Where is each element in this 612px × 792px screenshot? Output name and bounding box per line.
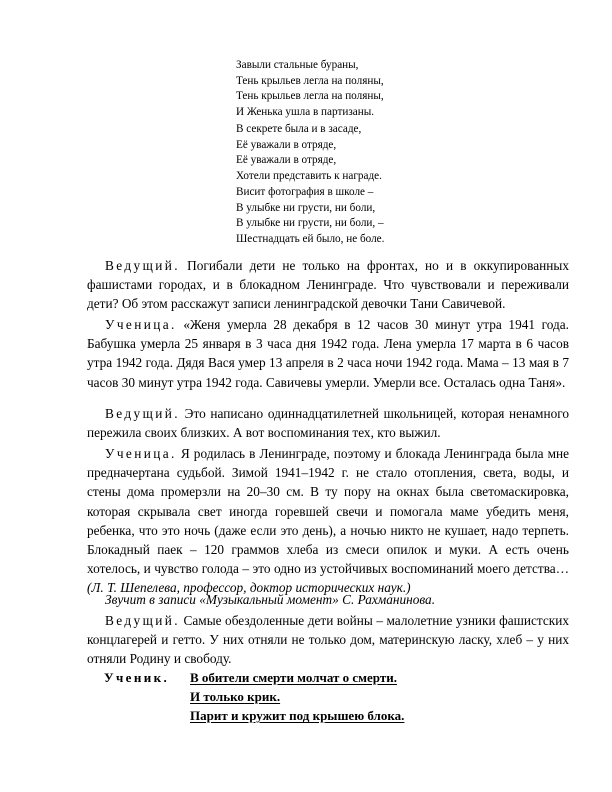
poem-line: Тень крыльев легла на поляны, <box>236 74 384 87</box>
poem-line: Висит фотография в школе – <box>236 186 374 198</box>
paragraph-host-3 <box>87 611 569 669</box>
poem-line: И Женька ушла в партизаны. <box>236 105 375 118</box>
paragraph-host-2 <box>87 404 569 442</box>
poem-line: В улыбке ни грусти, ни боли, – <box>236 217 384 230</box>
paragraph-student-1 <box>87 315 569 392</box>
poem-stanza <box>236 58 384 120</box>
speaker-label: Ведущий. <box>105 406 181 421</box>
verse-line: И только крик. <box>190 689 281 704</box>
speaker-label: Ученица. <box>105 317 177 332</box>
speaker-label: Ведущий. <box>105 613 181 628</box>
speaker-label: Ученик. <box>104 670 170 685</box>
poem-line: Тень крыльев легла на поляны, <box>236 90 384 103</box>
paragraph-student-2 <box>87 444 569 598</box>
music-note <box>87 590 569 609</box>
poem-line: Завыли стальные бураны, <box>236 59 359 71</box>
paragraph-text: Я родилась в Ленинграде, поэтому и блокада Ленинграда была мне предначертана судьбой. Зимой 1941–1942 г. не стало отопления, света, воды, и стены дома промерзли на 20–30 см. В ту пору на окнах была светомаскировка, которая скрывала свет иногда горевшей свечи и помогала маме убедить меня, ребенка, что это ночь (даже если это день), а ночью никто не кушает, надо терпеть. Блокадный паек – 120 граммов хлеба из смеси опилок и муки. А есть очень хотелось, и чувство голода – это одно из устойчивых воспоминаний моего детства… <box>87 446 569 577</box>
paragraph-text: Самые обездоленные дети войны – малолетние узники фашистских концлагерей и гетто. У них отняли не только дом, материнскую ласку, хлеб – у них отняли Родину и свободу. <box>87 613 569 667</box>
poem-line: Хотели представить к награде. <box>236 169 382 182</box>
final-lines <box>190 668 404 725</box>
paragraph-host-1 <box>87 256 569 314</box>
paragraph-text: «Женя умерла 28 декабря в 12 часов 30 минут утра 1941 года. Бабушка умерла 25 января в 3 часа дня 1942 года. Лена умерла 17 марта в 6 часов утра 1942 года. Дядя Вася умер 13 апреля в 2 часа ночи 1942 года. Мама – 13 мая в 7 часов 30 минут утра 1942 года. Савичевы умерли. Умерли все. Осталась одна Таня». <box>87 317 569 390</box>
poem-line: В улыбке ни грусти, ни боли, <box>236 201 376 214</box>
verse-line: В обители смерти молчат о смерти. <box>190 670 397 685</box>
paragraph-text: Это написано одиннадцатилетней школьницей, которая ненамного пережила своих близких. А вот воспоминания тех, кто выжил. <box>87 406 569 441</box>
speaker-label: Ведущий. <box>105 258 181 273</box>
poem-line: Её уважали в отряде, <box>236 138 337 151</box>
paragraph-text: Погибали дети не только на фронтах, но и в оккупированных фашистами городах, и в блокадном Ленинграде. Что чувствовали и переживали дети? Об этом расскажут записи ленинградской девочки Тани Савичевой. <box>87 258 569 312</box>
poem-line: В секрете была и в засаде, <box>236 123 362 135</box>
poem-line: Шестнадцать ей было, не боле. <box>236 232 385 245</box>
citation: (Л. Т. Шепелева, профессор, доктор исторических наук.) <box>87 580 411 596</box>
speaker-label: Ученица. <box>105 446 177 461</box>
music-note-text: Звучит в записи «Музыкальный момент» С. Рахманинова. <box>105 592 436 607</box>
poem-stanza <box>236 185 384 247</box>
poem-line: Её уважали в отряде, <box>236 154 337 167</box>
verse-line: Парит и кружит под крышею блока. <box>190 708 405 723</box>
poem-stanza <box>236 122 382 184</box>
